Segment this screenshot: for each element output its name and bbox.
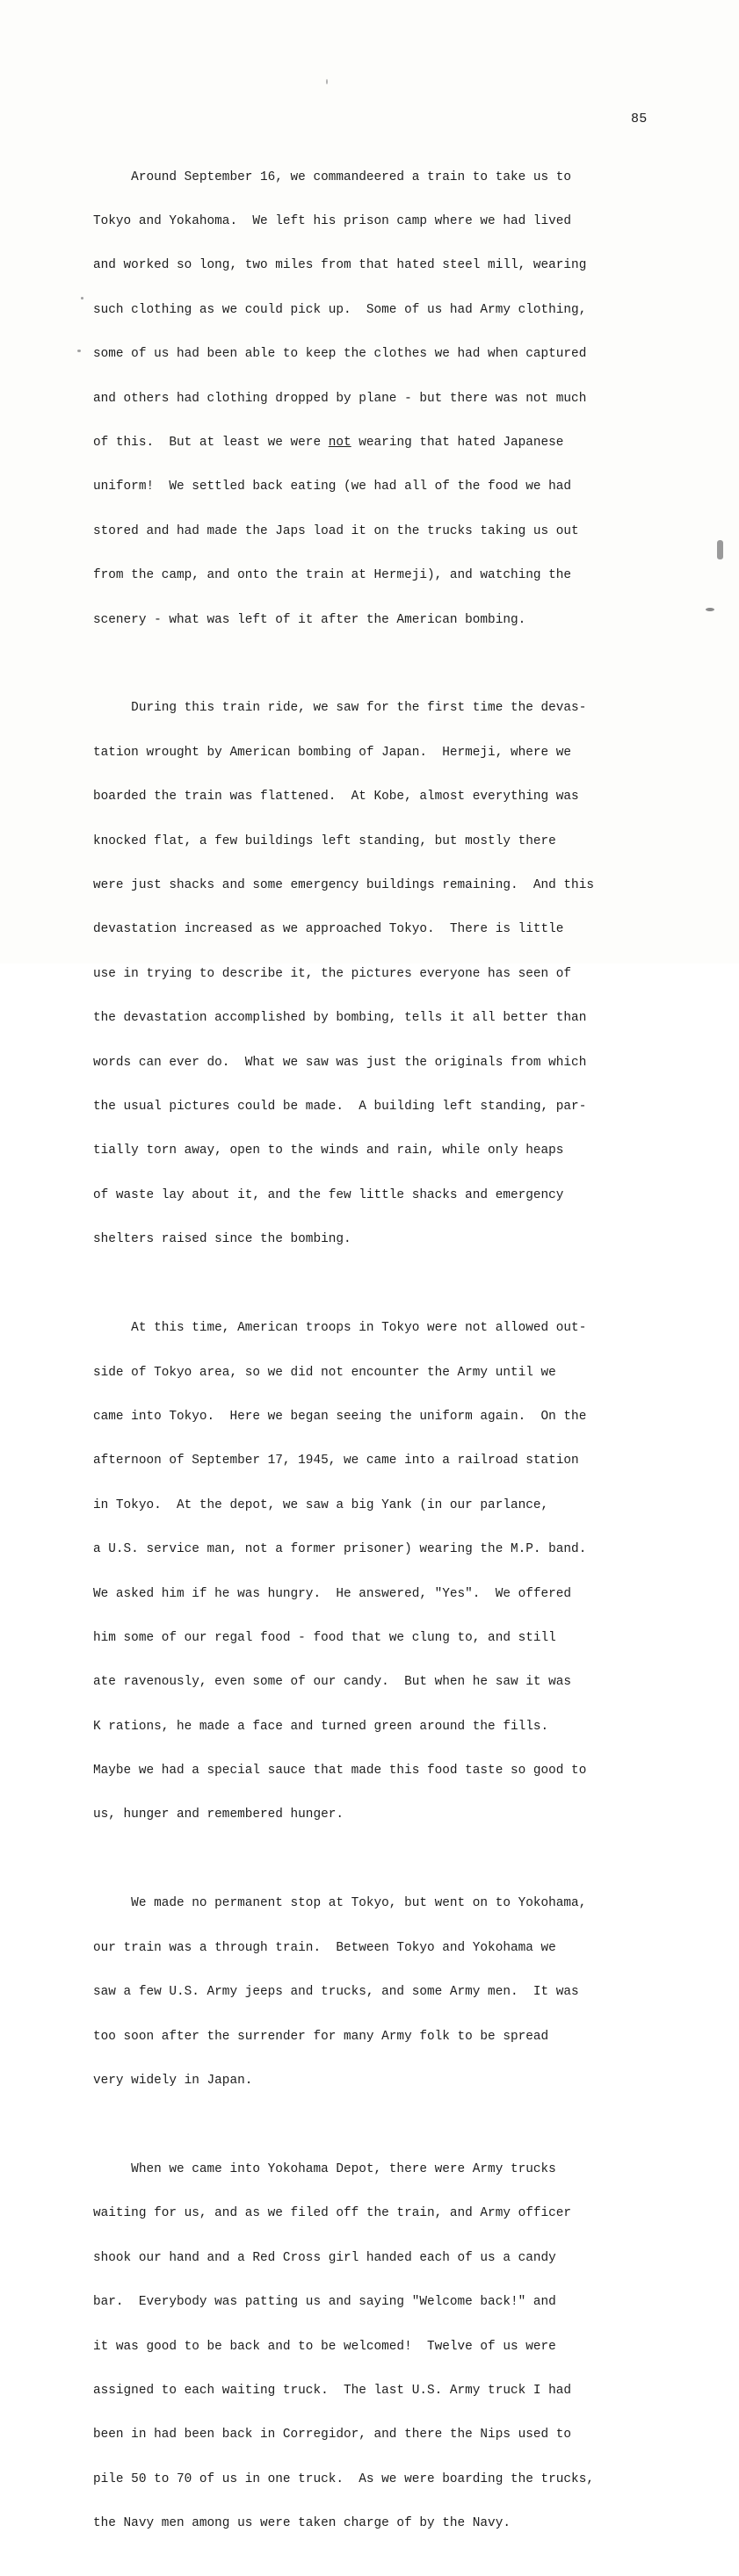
text-line: We asked him if he was hungry. He answered, "Yes". We offered: [93, 1586, 572, 1601]
text-line: of this. But at least we were not wearing that hated Japanese: [93, 435, 564, 450]
text-line: came into Tokyo. Here we began seeing the uniform again. On the: [93, 1409, 587, 1424]
text-line: the usual pictures could be made. A building left standing, par-: [93, 1100, 587, 1114]
text-line: tation wrought by American bombing of Japan. Hermeji, where we: [93, 745, 572, 760]
text-line: boarded the train was flattened. At Kobe, almost everything was: [93, 790, 579, 805]
text-line: During this train ride, we saw for the first time the devas-: [93, 701, 587, 716]
text-line: the devastation accomplished by bombing, tells it all better than: [93, 1011, 587, 1026]
text-line: a U.S. service man, not a former prisoner) wearing the M.P. band.: [93, 1542, 587, 1557]
scan-speck: [81, 297, 83, 299]
emphasis-underline: not: [328, 435, 351, 450]
text-line: in Tokyo. At the depot, we saw a big Yank (in our parlance,: [93, 1497, 549, 1512]
text-line: words can ever do. What we saw was just the originals from which: [93, 1055, 587, 1070]
text-line: tially torn away, open to the winds and rain, while only heaps: [93, 1144, 564, 1158]
text-line: side of Tokyo area, so we did not encounter the Army until we: [93, 1365, 556, 1380]
text-line: been in had been back in Corregidor, and there the Nips used to: [93, 2428, 572, 2443]
text-line: ate ravenously, even some of our candy. But when he saw it was: [93, 1675, 572, 1690]
text-line: shook our hand and a Red Cross girl handed each of us a candy: [93, 2250, 556, 2265]
text-line: use in trying to describe it, the pictures everyone has seen of: [93, 966, 572, 981]
scan-speck: [77, 350, 81, 352]
text-line: Tokyo and Yokahoma. We left his prison camp where we had lived: [93, 213, 572, 228]
paragraph: [93, 1292, 673, 1852]
text-line: him some of our regal food - food that we clung to, and still: [93, 1630, 556, 1645]
text-line: assigned to each waiting truck. The last U.S. Army truck I had: [93, 2383, 572, 2398]
text-line: uniform! We settled back eating (we had all of the food we had: [93, 480, 572, 494]
text-line: of waste lay about it, and the few little shacks and emergency: [93, 1187, 564, 1202]
scan-speck: [717, 540, 723, 559]
text-line: saw a few U.S. Army jeeps and trucks, and some Army men. It was: [93, 1985, 579, 2000]
text-line: the Navy men among us were taken charge of by the Navy.: [93, 2516, 511, 2531]
text-line: our train was a through train. Between Tokyo and Yokohama we: [93, 1940, 556, 1955]
text-line: devastation increased as we approached Tokyo. There is little: [93, 922, 564, 937]
text-line: us, hunger and remembered hunger.: [93, 1808, 344, 1822]
text-line: it was good to be back and to be welcomed! Twelve of us were: [93, 2339, 556, 2354]
text-line: and worked so long, two miles from that hated steel mill, wearing: [93, 258, 587, 273]
paragraph: [93, 672, 673, 1277]
scan-speck: [706, 608, 714, 611]
paragraph: [93, 141, 673, 657]
text-line: stored and had made the Japs load it on the trucks taking us out: [93, 523, 579, 538]
text-line: afternoon of September 17, 1945, we came into a railroad station: [93, 1454, 579, 1468]
paragraph: [93, 1867, 673, 2118]
text-line: some of us had been able to keep the clothes we had when captured: [93, 347, 587, 362]
body-text: [93, 141, 673, 2576]
text-line: very widely in Japan.: [93, 2074, 253, 2088]
text-line: scenery - what was left of it after the American bombing.: [93, 612, 526, 627]
text-line: Around September 16, we commandeered a train to take us to: [93, 170, 572, 184]
scan-speck: [326, 79, 328, 84]
text-line: and others had clothing dropped by plane - but there was not much: [93, 391, 587, 406]
text-line: knocked flat, a few buildings left standing, but mostly there: [93, 833, 556, 848]
text-line: such clothing as we could pick up. Some of us had Army clothing,: [93, 302, 587, 317]
text-line: When we came into Yokohama Depot, there were Army trucks: [93, 2161, 556, 2176]
text-line: pile 50 to 70 of us in one truck. As we were boarding the trucks,: [93, 2471, 594, 2486]
text-line: K rations, he made a face and turned green around the fills.: [93, 1719, 549, 1734]
text-line: bar. Everybody was patting us and saying "Welcome back!" and: [93, 2295, 556, 2310]
page-number: 85: [631, 112, 648, 126]
text-line: Maybe we had a special sauce that made this food taste so good to: [93, 1764, 587, 1779]
text-line: At this time, American troops in Tokyo were not allowed out-: [93, 1321, 587, 1336]
text-line: were just shacks and some emergency buildings remaining. And this: [93, 878, 594, 893]
text-line: too soon after the surrender for many Army folk to be spread: [93, 2029, 549, 2044]
text-line: shelters raised since the bombing.: [93, 1232, 351, 1247]
text-line: waiting for us, and as we filed off the train, and Army officer: [93, 2206, 572, 2221]
text-line: We made no permanent stop at Tokyo, but went on to Yokohama,: [93, 1896, 587, 1911]
paragraph: [93, 2132, 673, 2560]
text-line: from the camp, and onto the train at Hermeji), and watching the: [93, 568, 572, 583]
